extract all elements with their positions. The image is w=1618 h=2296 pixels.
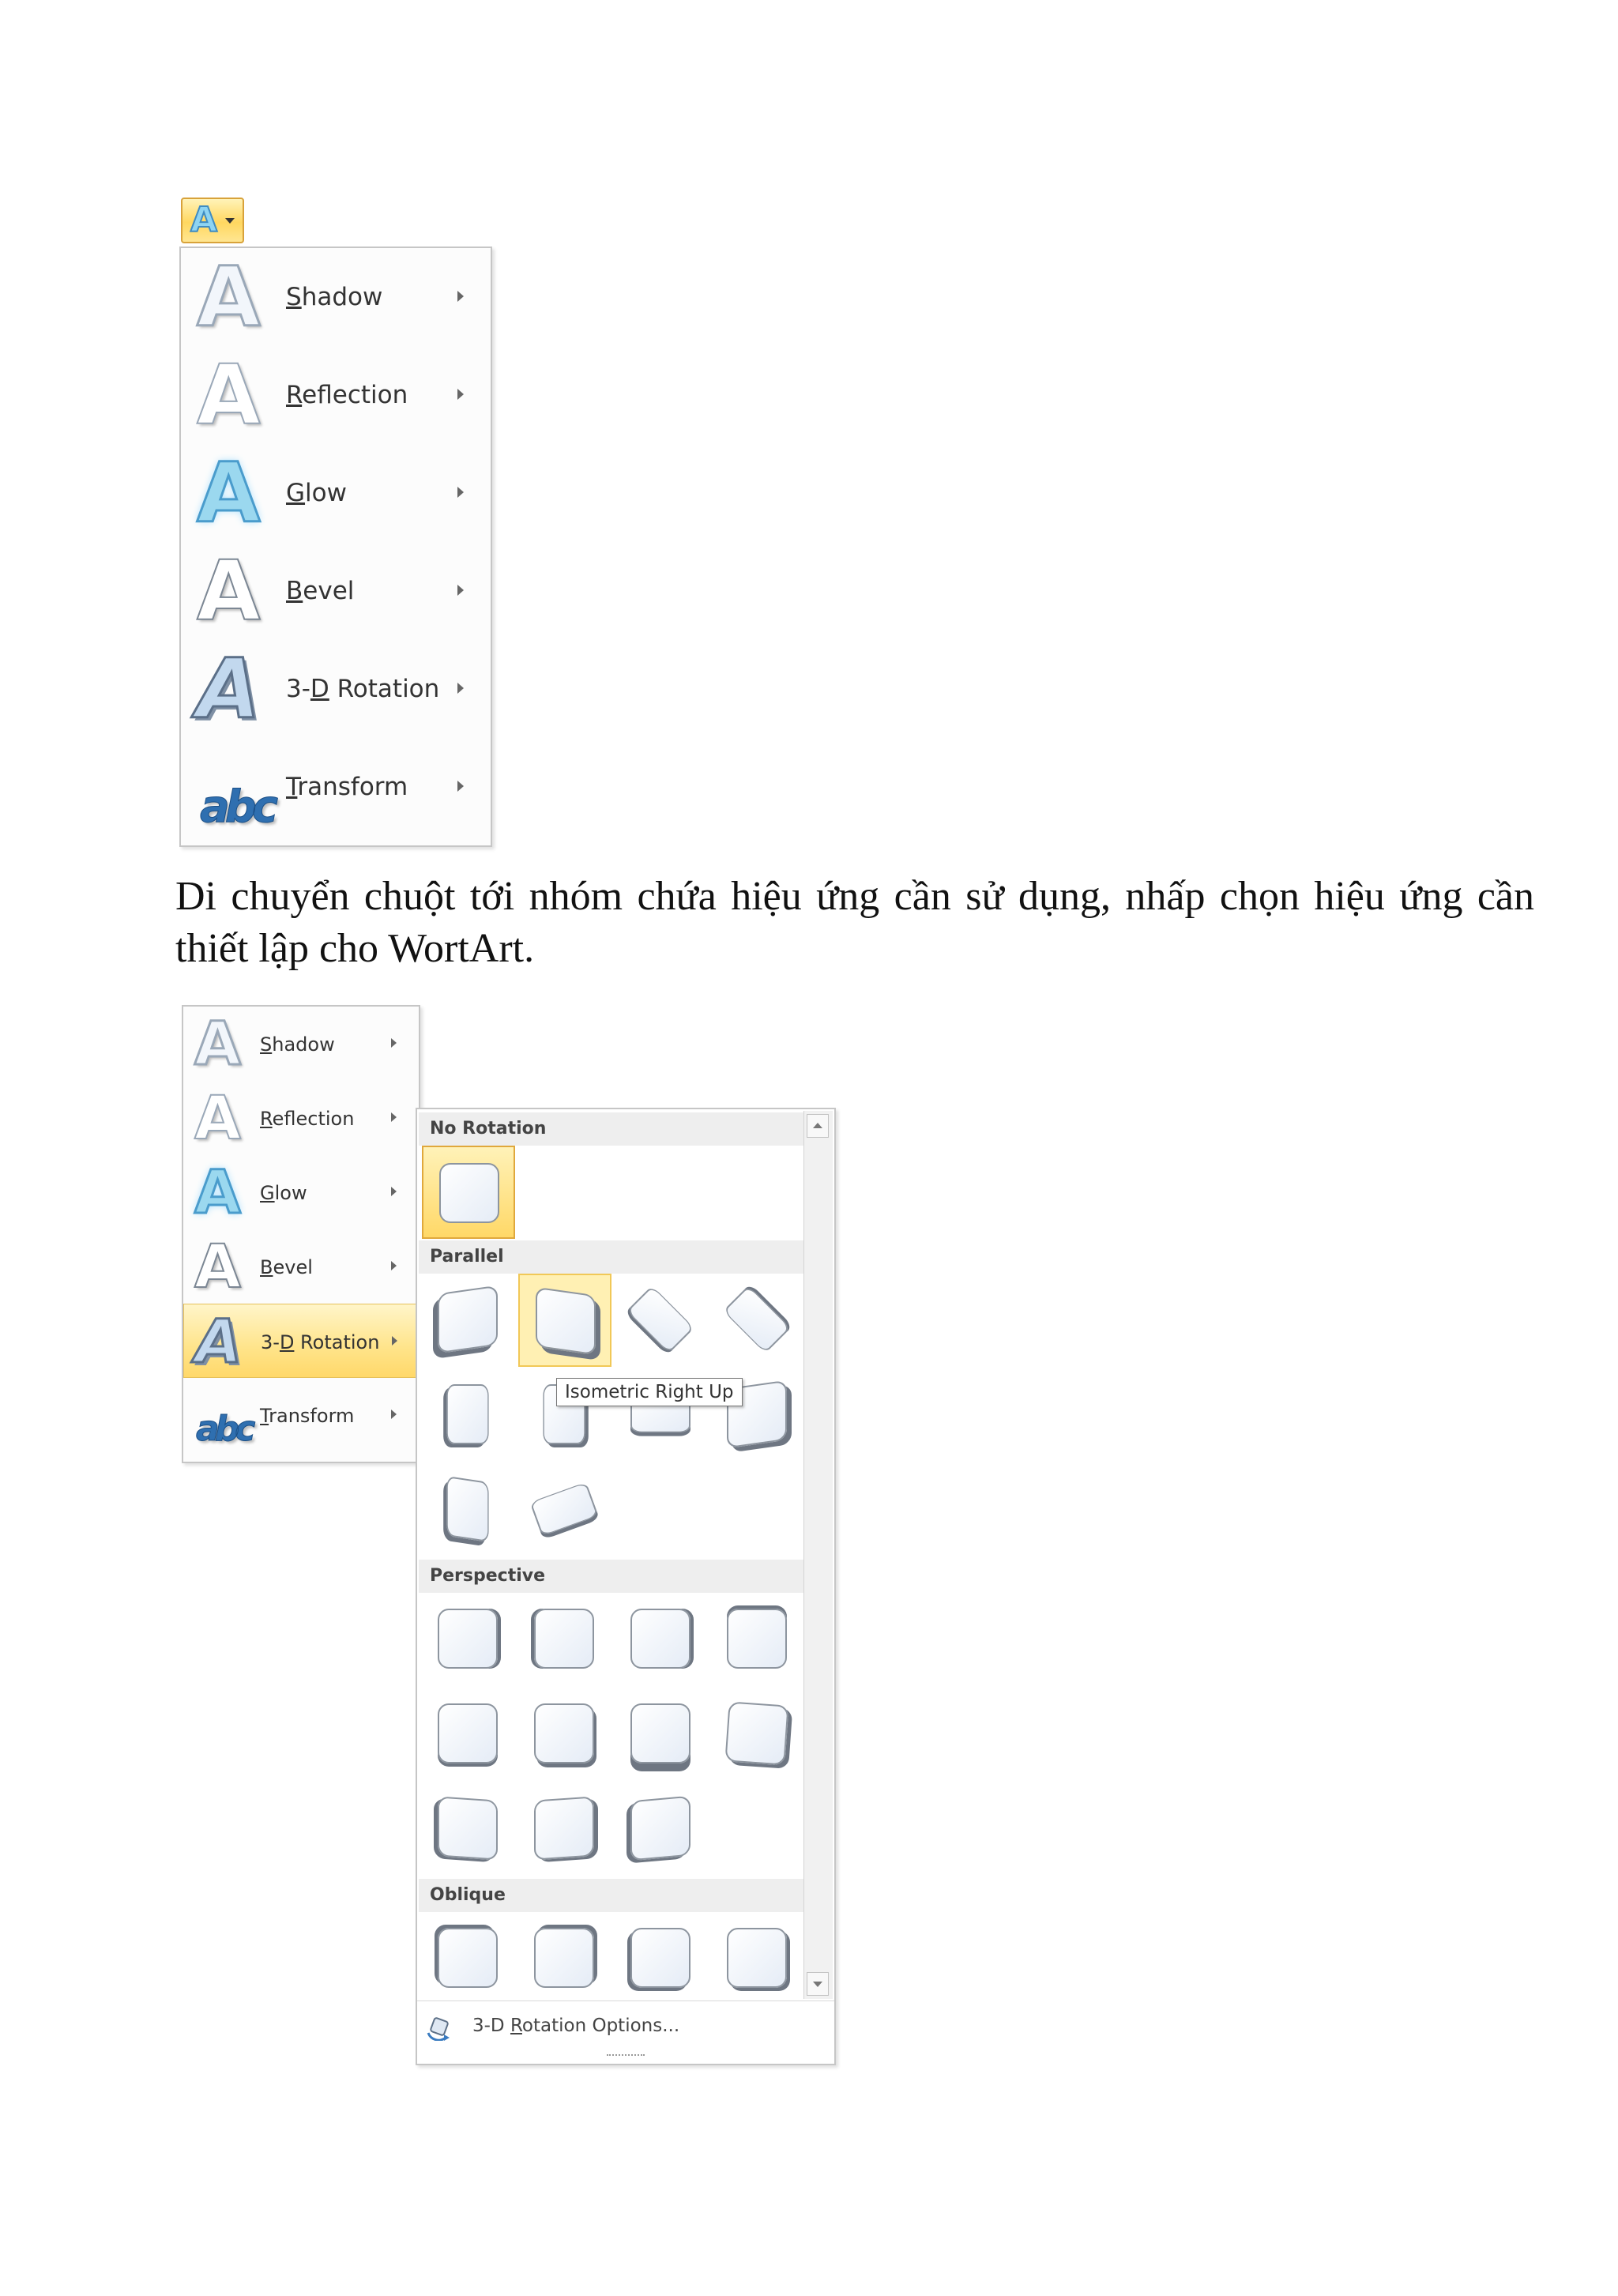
menu-item-label: Glow (286, 479, 347, 507)
rotation-preset-icon (536, 1287, 596, 1356)
menu-item-label: Reflection (286, 381, 408, 409)
preset-oblique-top-right[interactable] (518, 1912, 611, 2005)
submenu-arrow-icon (392, 1336, 397, 1346)
scroll-up-button[interactable] (807, 1114, 829, 1138)
preset-perspective-above[interactable] (422, 1688, 515, 1781)
rotation-preset-icon (438, 1285, 498, 1354)
preset-perspective-relaxed-moderately[interactable] (615, 1688, 708, 1781)
submenu-arrow-icon (457, 585, 464, 596)
dropdown-arrow-icon (225, 218, 235, 224)
rotation-preset-icon (534, 1796, 594, 1860)
rotation-preset-icon (534, 1928, 594, 1988)
3d-rotation-options-button[interactable] (417, 2001, 834, 2052)
glow-a-icon: A (194, 1157, 241, 1227)
preset-oblique-top-left[interactable] (422, 1912, 515, 2005)
preset-perspective-front[interactable] (422, 1593, 515, 1686)
text-effects-a-icon: A (190, 200, 218, 240)
bevel-a-icon: A (194, 1231, 241, 1301)
preset-perspective-left[interactable] (518, 1593, 611, 1686)
shadow-a-icon: A (194, 1008, 241, 1078)
submenu-arrow-icon (391, 1038, 397, 1048)
submenu-arrow-icon (457, 487, 464, 498)
rotation-preset-icon (724, 1701, 788, 1765)
rotation-preset-icon (630, 1703, 690, 1763)
section-header-parallel: Parallel (419, 1240, 804, 1274)
submenu-arrow-icon (391, 1187, 397, 1196)
3d-rotation-a-icon: A (195, 1306, 242, 1376)
menu-item-bevel[interactable] (181, 542, 491, 640)
3d-rotation-a-icon: A (197, 641, 261, 737)
reflection-a-icon: A (194, 1082, 241, 1153)
preset-no-rotation[interactable] (422, 1146, 515, 1239)
preset-oblique-bottom-left[interactable] (615, 1912, 708, 2005)
rotation-preset-icon (630, 1609, 690, 1669)
menu-item-3d-rotation[interactable] (181, 640, 491, 738)
menu-item-bevel[interactable] (183, 1229, 419, 1304)
preset-perspective-right[interactable] (615, 1593, 708, 1686)
preset-perspective-heroic-left[interactable] (518, 1782, 611, 1876)
3d-rotation-options-label: 3-D Rotation Options... (472, 2016, 680, 2036)
rotation-preset-icon (630, 1928, 690, 1988)
3d-rotation-options-icon (425, 2012, 453, 2041)
scroll-down-button[interactable] (807, 1972, 829, 1996)
gallery-scrollbar[interactable] (803, 1111, 833, 1999)
submenu-arrow-icon (391, 1261, 397, 1270)
rotation-preset-icon (727, 1609, 787, 1669)
preset-off-axis-2-right[interactable] (422, 1463, 515, 1556)
transform-abc-icon: abc (200, 781, 274, 833)
menu-item-label: Shadow (260, 1033, 335, 1056)
bevel-a-icon: A (197, 543, 261, 639)
preset-isometric-top-up[interactable] (615, 1274, 708, 1367)
menu-item-shadow[interactable] (181, 248, 491, 346)
menu-item-reflection[interactable] (181, 346, 491, 444)
menu-item-label: Reflection (260, 1108, 355, 1130)
rotation-preset-icon (627, 1285, 694, 1353)
rotation-preset-icon (438, 1928, 498, 1988)
rotation-preset-icon (534, 1703, 594, 1763)
shadow-a-icon: A (197, 249, 261, 345)
instruction-paragraph: Di chuyển chuột tới nhóm chứa hiệu ứng cần sử dụng, nhấp chọn hiệu ứng cần thiết lập cho WortArt. (175, 874, 1534, 971)
rotation-preset-icon (529, 1482, 598, 1537)
preset-off-axis-1-left[interactable] (422, 1368, 515, 1462)
menu-item-reflection[interactable] (183, 1081, 419, 1155)
rotation-preset-icon (723, 1285, 791, 1353)
rotation-preset-icon (438, 1609, 498, 1669)
preset-off-axis-2-top[interactable] (518, 1463, 611, 1556)
menu-item-3d-rotation[interactable] (183, 1304, 419, 1378)
menu-item-label: 3-D Rotation (261, 1331, 380, 1353)
menu-item-label: Shadow (286, 283, 383, 311)
menu-item-glow[interactable] (183, 1155, 419, 1229)
menu-item-label: Glow (260, 1182, 307, 1204)
menu-item-glow[interactable] (181, 444, 491, 542)
resize-grip[interactable] (607, 2054, 645, 2061)
preset-perspective-below[interactable] (711, 1593, 804, 1686)
preset-oblique-bottom-right[interactable] (711, 1912, 804, 2005)
menu-item-transform[interactable] (181, 738, 491, 836)
preset-perspective-heroic-right[interactable] (615, 1782, 708, 1876)
submenu-arrow-icon (457, 781, 464, 792)
submenu-arrow-icon (391, 1112, 397, 1122)
menu-item-transform[interactable] (183, 1378, 419, 1452)
3d-rotation-gallery (416, 1108, 836, 2065)
section-header-perspective: Perspective (419, 1560, 804, 1593)
submenu-arrow-icon (457, 291, 464, 302)
text-effects-menu-expanded (182, 1005, 420, 1463)
down-arrow-icon (813, 1982, 822, 1987)
reflection-a-icon: A (197, 347, 261, 443)
rotation-preset-icon (438, 1703, 498, 1763)
up-arrow-icon (813, 1123, 822, 1128)
menu-item-label: Transform (286, 773, 408, 801)
preset-isometric-bottom-down[interactable] (711, 1274, 804, 1367)
rotation-preset-icon (439, 1163, 499, 1223)
submenu-arrow-icon (391, 1410, 397, 1419)
preset-isometric-right-up[interactable] (518, 1274, 611, 1367)
tooltip: Isometric Right Up (556, 1378, 743, 1406)
preset-perspective-contrasting-left[interactable] (711, 1688, 804, 1781)
preset-perspective-contrasting-right[interactable] (422, 1782, 515, 1876)
menu-item-label: 3-D Rotation (286, 675, 440, 703)
glow-a-icon: A (197, 445, 261, 541)
preset-perspective-relaxed[interactable] (518, 1688, 611, 1781)
submenu-arrow-icon (457, 389, 464, 400)
text-effects-menu (179, 247, 492, 847)
menu-item-label: Bevel (286, 577, 355, 605)
rotation-preset-icon (727, 1928, 787, 1988)
menu-item-shadow[interactable] (183, 1007, 419, 1081)
preset-isometric-left-down[interactable] (422, 1274, 515, 1367)
section-header-no-rotation: No Rotation (419, 1112, 804, 1146)
rotation-preset-icon (534, 1609, 594, 1669)
menu-item-label: Transform (260, 1405, 355, 1427)
submenu-arrow-icon (457, 683, 464, 694)
text-effects-button[interactable] (181, 198, 244, 243)
menu-item-label: Bevel (260, 1256, 313, 1278)
transform-abc-icon: abc (196, 1409, 251, 1449)
rotation-preset-icon (630, 1796, 690, 1861)
rotation-preset-icon (446, 1476, 488, 1542)
rotation-preset-icon (438, 1796, 498, 1860)
rotation-preset-icon (446, 1384, 488, 1444)
section-header-oblique: Oblique (419, 1879, 804, 1912)
